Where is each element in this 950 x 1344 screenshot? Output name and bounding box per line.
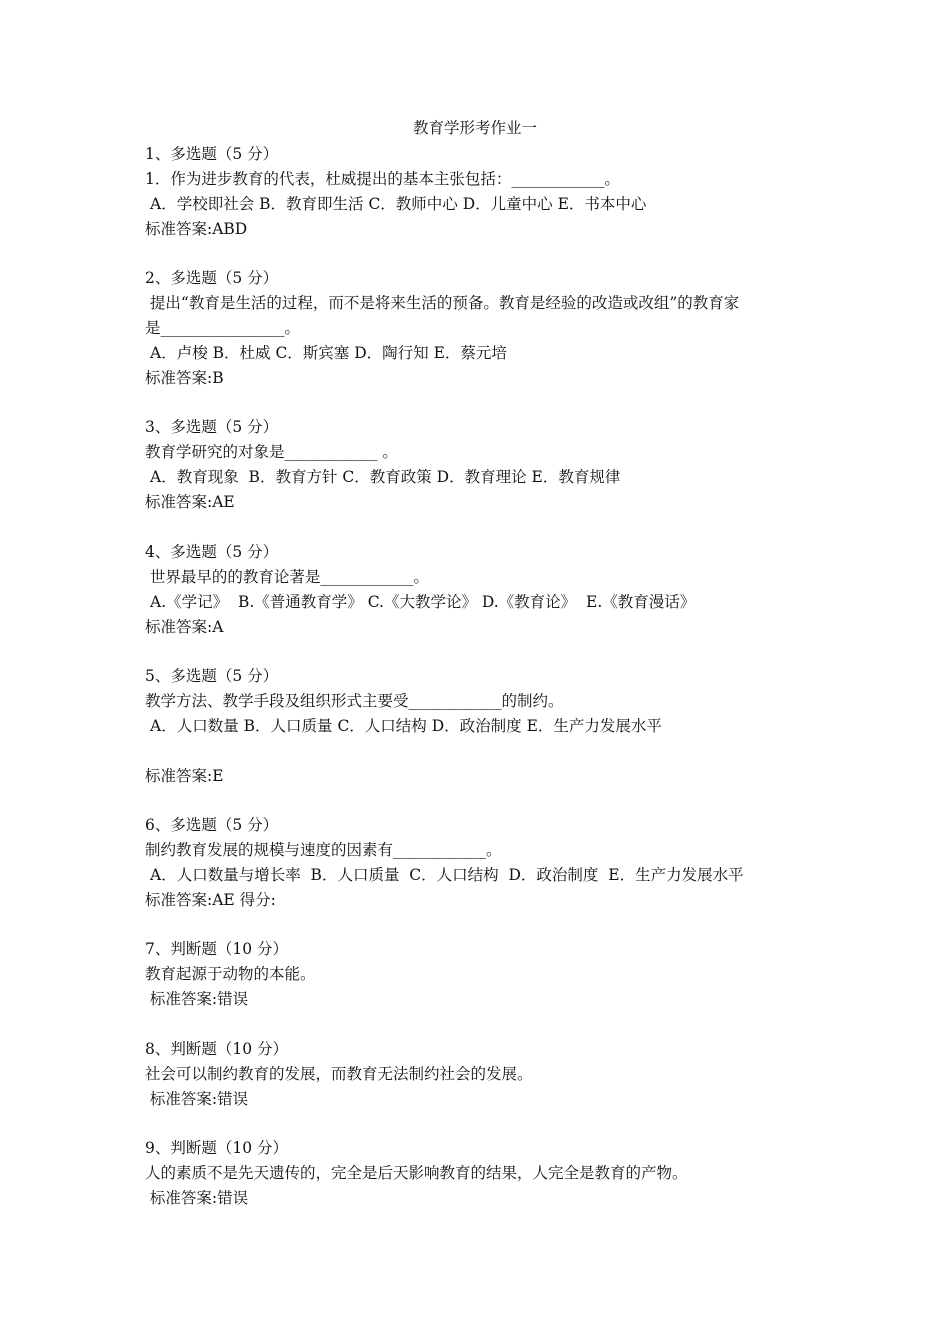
question-8 xyxy=(145,1037,835,1112)
question-header: 4、多选题（5 分） xyxy=(145,543,279,561)
question-options: A．人口数量与增长率 B．人口质量 C．人口结构 D．政治制度 E．生产力发展水平 xyxy=(150,866,744,884)
question-header: 2、多选题（5 分） xyxy=(145,269,279,287)
question-stem: 世界最早的的教育论著是____________。 xyxy=(145,568,429,586)
question-stem: 制约教育发展的规模与速度的因素有____________。 xyxy=(145,841,502,859)
question-7 xyxy=(145,937,835,1012)
question-options: A．人口数量 B．人口质量 C．人口结构 D．政治制度 E．生产力发展水平 xyxy=(150,717,662,735)
question-answer: 标准答案:B xyxy=(145,369,224,387)
question-options: A．卢梭 B．杜威 C．斯宾塞 D．陶行知 E．蔡元培 xyxy=(150,344,507,362)
question-9 xyxy=(145,1136,835,1211)
question-3 xyxy=(145,415,835,515)
question-6 xyxy=(145,813,835,913)
question-stem: 人的素质不是先天遗传的，完全是后天影响教育的结果，人完全是教育的产物。 xyxy=(145,1164,688,1182)
question-options: A．学校即社会 B．教育即生活 C．教师中心 D．儿童中心 E．书本中心 xyxy=(150,195,647,213)
question-header: 6、多选题（5 分） xyxy=(145,816,279,834)
question-4 xyxy=(145,540,835,640)
question-answer: 标准答案:错误 xyxy=(145,990,249,1008)
question-answer: 标准答案:ABD xyxy=(145,220,248,238)
question-header: 9、判断题（10 分） xyxy=(145,1139,289,1157)
question-header: 1、多选题（5 分） xyxy=(145,145,279,163)
question-stem: 教学方法、教学手段及组织形式主要受____________的制约。 xyxy=(145,692,564,710)
question-options: A.《学记》 B.《普通教育学》 C.《大教学论》 D.《教育论》 E.《教育漫话》 xyxy=(150,593,696,611)
question-header: 8、判断题（10 分） xyxy=(145,1040,289,1058)
question-answer: 标准答案:E xyxy=(145,767,224,785)
question-stem: 1．作为进步教育的代表，杜威提出的基本主张包括：____________。 xyxy=(145,170,620,188)
blank-line xyxy=(145,739,835,764)
question-stem: 社会可以制约教育的发展，而教育无法制约社会的发展。 xyxy=(145,1065,533,1083)
question-answer: 标准答案:错误 xyxy=(145,1189,249,1207)
question-answer: 标准答案:A xyxy=(145,618,224,636)
question-1 xyxy=(145,142,835,242)
document-title: 教育学形考作业一 xyxy=(412,119,537,137)
question-answer: 标准答案:错误 xyxy=(145,1090,249,1108)
question-header: 7、判断题（10 分） xyxy=(145,940,289,958)
question-2 xyxy=(145,266,835,391)
question-header: 5、多选题（5 分） xyxy=(145,667,279,685)
question-stem-continued: 是________________。 xyxy=(145,319,301,337)
question-stem: 教育起源于动物的本能。 xyxy=(145,965,316,983)
question-options: A．教育现象 B．教育方针 C．教育政策 D．教育理论 E．教育规律 xyxy=(150,468,621,486)
question-answer: 标准答案:AE xyxy=(145,493,235,511)
question-answer: 标准答案:AE 得分: xyxy=(145,891,276,909)
question-stem: 教育学研究的对象是____________ 。 xyxy=(145,443,398,461)
question-stem: 提出“教育是生活的过程，而不是将来生活的预备。教育是经验的改造或改组”的教育家 xyxy=(145,294,740,312)
question-header: 3、多选题（5 分） xyxy=(145,418,279,436)
question-5 xyxy=(145,664,835,789)
